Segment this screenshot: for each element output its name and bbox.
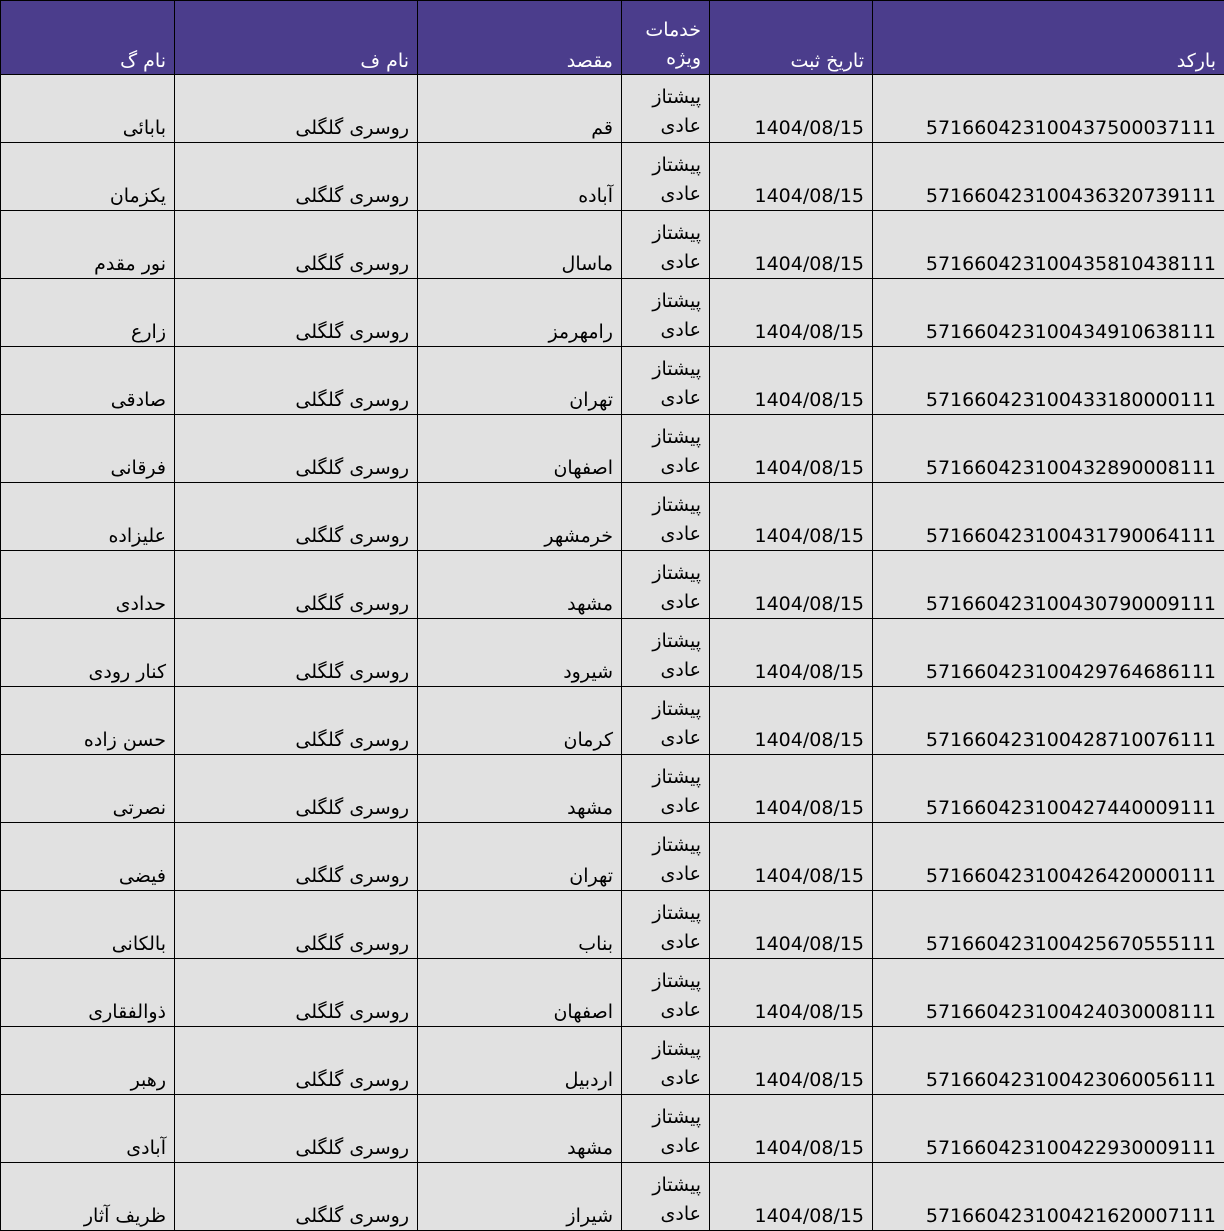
table-row — [1, 891, 1224, 959]
header-receiver-name[interactable]: نام گ — [1, 1, 175, 75]
cell-barcode[interactable]: 571660423100428710076111 — [873, 687, 1224, 755]
cell-registration-date[interactable]: 1404/08/15 — [710, 1095, 873, 1163]
table-row — [1, 619, 1224, 687]
cell-sender-name[interactable]: روسری گلگلی — [175, 1095, 418, 1163]
service-line-1: پیشتاز — [626, 559, 701, 588]
service-line-2: عادی — [626, 180, 701, 209]
cell-destination[interactable]: مشهد — [418, 755, 622, 823]
header-registration-date[interactable]: تاریخ ثبت — [710, 1, 873, 75]
table-row — [1, 1027, 1224, 1095]
cell-barcode[interactable]: 571660423100426420000111 — [873, 823, 1224, 891]
cell-special-service[interactable] — [622, 211, 710, 279]
service-line-2: عادی — [626, 316, 701, 345]
service-line-2: عادی — [626, 588, 701, 617]
cell-special-service[interactable] — [622, 143, 710, 211]
cell-special-service[interactable] — [622, 483, 710, 551]
cell-sender-name[interactable]: روسری گلگلی — [175, 143, 418, 211]
cell-sender-name[interactable]: روسری گلگلی — [175, 1163, 418, 1231]
service-line-1: پیشتاز — [626, 967, 701, 996]
cell-receiver-name[interactable]: رهبر — [1, 1027, 175, 1095]
cell-special-service[interactable] — [622, 1027, 710, 1095]
cell-destination[interactable]: قم — [418, 75, 622, 143]
cell-sender-name[interactable]: روسری گلگلی — [175, 1027, 418, 1095]
cell-special-service[interactable] — [622, 891, 710, 959]
cell-sender-name[interactable]: روسری گلگلی — [175, 891, 418, 959]
table-row — [1, 483, 1224, 551]
service-line-2: عادی — [626, 384, 701, 413]
table-row — [1, 687, 1224, 755]
service-line-2: عادی — [626, 996, 701, 1025]
cell-barcode[interactable]: 571660423100425670555111 — [873, 891, 1224, 959]
service-line-1: پیشتاز — [626, 83, 701, 112]
service-line-2: عادی — [626, 452, 701, 481]
service-line-1: پیشتاز — [626, 899, 701, 928]
cell-receiver-name[interactable]: بالکانی — [1, 891, 175, 959]
cell-barcode[interactable]: 571660423100434910638111 — [873, 279, 1224, 347]
cell-destination[interactable]: خرمشهر — [418, 483, 622, 551]
service-line-2: عادی — [626, 1132, 701, 1161]
cell-special-service[interactable] — [622, 551, 710, 619]
cell-barcode[interactable]: 571660423100430790009111 — [873, 551, 1224, 619]
service-line-2: عادی — [626, 724, 701, 753]
service-line-2: عادی — [626, 928, 701, 957]
table-row — [1, 347, 1224, 415]
cell-receiver-name[interactable]: صادقی — [1, 347, 175, 415]
cell-special-service[interactable] — [622, 75, 710, 143]
cell-barcode[interactable]: 571660423100437500037111 — [873, 75, 1224, 143]
cell-special-service[interactable] — [622, 755, 710, 823]
cell-receiver-name[interactable]: حسن زاده — [1, 687, 175, 755]
table-row — [1, 959, 1224, 1027]
cell-destination[interactable]: رامهرمز — [418, 279, 622, 347]
service-line-1: پیشتاز — [626, 627, 701, 656]
cell-sender-name[interactable]: روسری گلگلی — [175, 551, 418, 619]
cell-destination[interactable]: شیرود — [418, 619, 622, 687]
cell-registration-date[interactable]: 1404/08/15 — [710, 211, 873, 279]
cell-sender-name[interactable]: روسری گلگلی — [175, 959, 418, 1027]
cell-receiver-name[interactable]: یکزمان — [1, 143, 175, 211]
table-row — [1, 823, 1224, 891]
header-row — [1, 1, 1224, 75]
cell-sender-name[interactable]: روسری گلگلی — [175, 211, 418, 279]
cell-sender-name[interactable]: روسری گلگلی — [175, 483, 418, 551]
service-line-1: پیشتاز — [626, 1171, 701, 1200]
cell-destination[interactable]: تهران — [418, 823, 622, 891]
service-line-2: عادی — [626, 656, 701, 685]
cell-destination[interactable]: مشهد — [418, 1095, 622, 1163]
service-line-1: پیشتاز — [626, 491, 701, 520]
cell-registration-date[interactable]: 1404/08/15 — [710, 347, 873, 415]
header-sender-name[interactable]: نام ف — [175, 1, 418, 75]
cell-registration-date[interactable]: 1404/08/15 — [710, 619, 873, 687]
cell-sender-name[interactable]: روسری گلگلی — [175, 75, 418, 143]
service-line-1: پیشتاز — [626, 151, 701, 180]
service-line-1: پیشتاز — [626, 423, 701, 452]
cell-receiver-name[interactable]: نور مقدم — [1, 211, 175, 279]
table-row — [1, 1095, 1224, 1163]
cell-special-service[interactable] — [622, 1163, 710, 1231]
cell-destination[interactable]: اردبیل — [418, 1027, 622, 1095]
cell-special-service[interactable] — [622, 823, 710, 891]
cell-registration-date[interactable]: 1404/08/15 — [710, 415, 873, 483]
cell-registration-date[interactable]: 1404/08/15 — [710, 891, 873, 959]
cell-destination[interactable]: آباده — [418, 143, 622, 211]
cell-barcode[interactable]: 571660423100422930009111 — [873, 1095, 1224, 1163]
cell-special-service[interactable] — [622, 619, 710, 687]
cell-registration-date[interactable]: 1404/08/15 — [710, 1027, 873, 1095]
cell-sender-name[interactable]: روسری گلگلی — [175, 755, 418, 823]
cell-sender-name[interactable]: روسری گلگلی — [175, 347, 418, 415]
cell-receiver-name[interactable]: نصرتی — [1, 755, 175, 823]
cell-receiver-name[interactable]: فرقانی — [1, 415, 175, 483]
cell-destination[interactable]: شیراز — [418, 1163, 622, 1231]
cell-registration-date[interactable]: 1404/08/15 — [710, 279, 873, 347]
cell-receiver-name[interactable]: حدادی — [1, 551, 175, 619]
cell-barcode[interactable]: 571660423100421620007111 — [873, 1163, 1224, 1231]
table-row — [1, 551, 1224, 619]
service-line-2: عادی — [626, 112, 701, 141]
cell-registration-date[interactable]: 1404/08/15 — [710, 755, 873, 823]
table-row — [1, 211, 1224, 279]
cell-registration-date[interactable]: 1404/08/15 — [710, 75, 873, 143]
service-line-2: عادی — [626, 248, 701, 277]
cell-barcode[interactable]: 571660423100423060056111 — [873, 1027, 1224, 1095]
cell-destination[interactable]: کرمان — [418, 687, 622, 755]
cell-sender-name[interactable]: روسری گلگلی — [175, 823, 418, 891]
service-line-2: عادی — [626, 520, 701, 549]
service-line-1: پیشتاز — [626, 287, 701, 316]
service-line-2: عادی — [626, 1200, 701, 1229]
cell-special-service[interactable] — [622, 279, 710, 347]
cell-special-service[interactable] — [622, 959, 710, 1027]
service-line-1: پیشتاز — [626, 1103, 701, 1132]
cell-barcode[interactable]: 571660423100435810438111 — [873, 211, 1224, 279]
cell-special-service[interactable] — [622, 687, 710, 755]
cell-receiver-name[interactable]: فیضی — [1, 823, 175, 891]
cell-receiver-name[interactable]: زارع — [1, 279, 175, 347]
cell-registration-date[interactable]: 1404/08/15 — [710, 551, 873, 619]
service-line-1: پیشتاز — [626, 355, 701, 384]
cell-destination[interactable]: اصفهان — [418, 415, 622, 483]
cell-special-service[interactable] — [622, 415, 710, 483]
cell-registration-date[interactable]: 1404/08/15 — [710, 823, 873, 891]
cell-destination[interactable]: اصفهان — [418, 959, 622, 1027]
table-row — [1, 143, 1224, 211]
table-row — [1, 755, 1224, 823]
cell-barcode[interactable]: 571660423100429764686111 — [873, 619, 1224, 687]
cell-barcode[interactable]: 571660423100436320739111 — [873, 143, 1224, 211]
cell-special-service[interactable] — [622, 1095, 710, 1163]
table-row — [1, 75, 1224, 143]
service-line-1: پیشتاز — [626, 763, 701, 792]
cell-destination[interactable]: مشهد — [418, 551, 622, 619]
service-line-1: پیشتاز — [626, 695, 701, 724]
cell-barcode[interactable]: 571660423100433180000111 — [873, 347, 1224, 415]
cell-registration-date[interactable]: 1404/08/15 — [710, 1163, 873, 1231]
cell-destination[interactable]: بناب — [418, 891, 622, 959]
cell-destination[interactable]: تهران — [418, 347, 622, 415]
table-header — [1, 1, 1224, 75]
service-line-2: عادی — [626, 792, 701, 821]
header-barcode[interactable]: بارکد — [873, 1, 1224, 75]
cell-receiver-name[interactable]: ظریف آثار — [1, 1163, 175, 1231]
cell-barcode[interactable]: 571660423100424030008111 — [873, 959, 1224, 1027]
service-line-2: عادی — [626, 860, 701, 889]
table-row — [1, 279, 1224, 347]
cell-receiver-name[interactable]: کنار رودی — [1, 619, 175, 687]
service-line-1: پیشتاز — [626, 831, 701, 860]
cell-sender-name[interactable]: روسری گلگلی — [175, 415, 418, 483]
table-body — [1, 75, 1224, 1231]
cell-receiver-name[interactable]: آبادی — [1, 1095, 175, 1163]
service-line-1: پیشتاز — [626, 1035, 701, 1064]
cell-destination[interactable]: ماسال — [418, 211, 622, 279]
cell-receiver-name[interactable]: علیزاده — [1, 483, 175, 551]
cell-registration-date[interactable]: 1404/08/15 — [710, 687, 873, 755]
cell-barcode[interactable]: 571660423100431790064111 — [873, 483, 1224, 551]
cell-sender-name[interactable]: روسری گلگلی — [175, 687, 418, 755]
cell-barcode[interactable]: 571660423100432890008111 — [873, 415, 1224, 483]
cell-receiver-name[interactable]: بابائی — [1, 75, 175, 143]
cell-registration-date[interactable]: 1404/08/15 — [710, 143, 873, 211]
cell-registration-date[interactable]: 1404/08/15 — [710, 959, 873, 1027]
table-row — [1, 1163, 1224, 1231]
service-line-2: عادی — [626, 1064, 701, 1093]
cell-barcode[interactable]: 571660423100427440009111 — [873, 755, 1224, 823]
service-line-1: پیشتاز — [626, 219, 701, 248]
cell-special-service[interactable] — [622, 347, 710, 415]
cell-sender-name[interactable]: روسری گلگلی — [175, 619, 418, 687]
cell-receiver-name[interactable]: ذوالفقاری — [1, 959, 175, 1027]
table-row — [1, 415, 1224, 483]
header-destination[interactable]: مقصد — [418, 1, 622, 75]
cell-registration-date[interactable]: 1404/08/15 — [710, 483, 873, 551]
cell-sender-name[interactable]: روسری گلگلی — [175, 279, 418, 347]
header-special-services[interactable]: خدمات ویژه — [622, 1, 710, 75]
